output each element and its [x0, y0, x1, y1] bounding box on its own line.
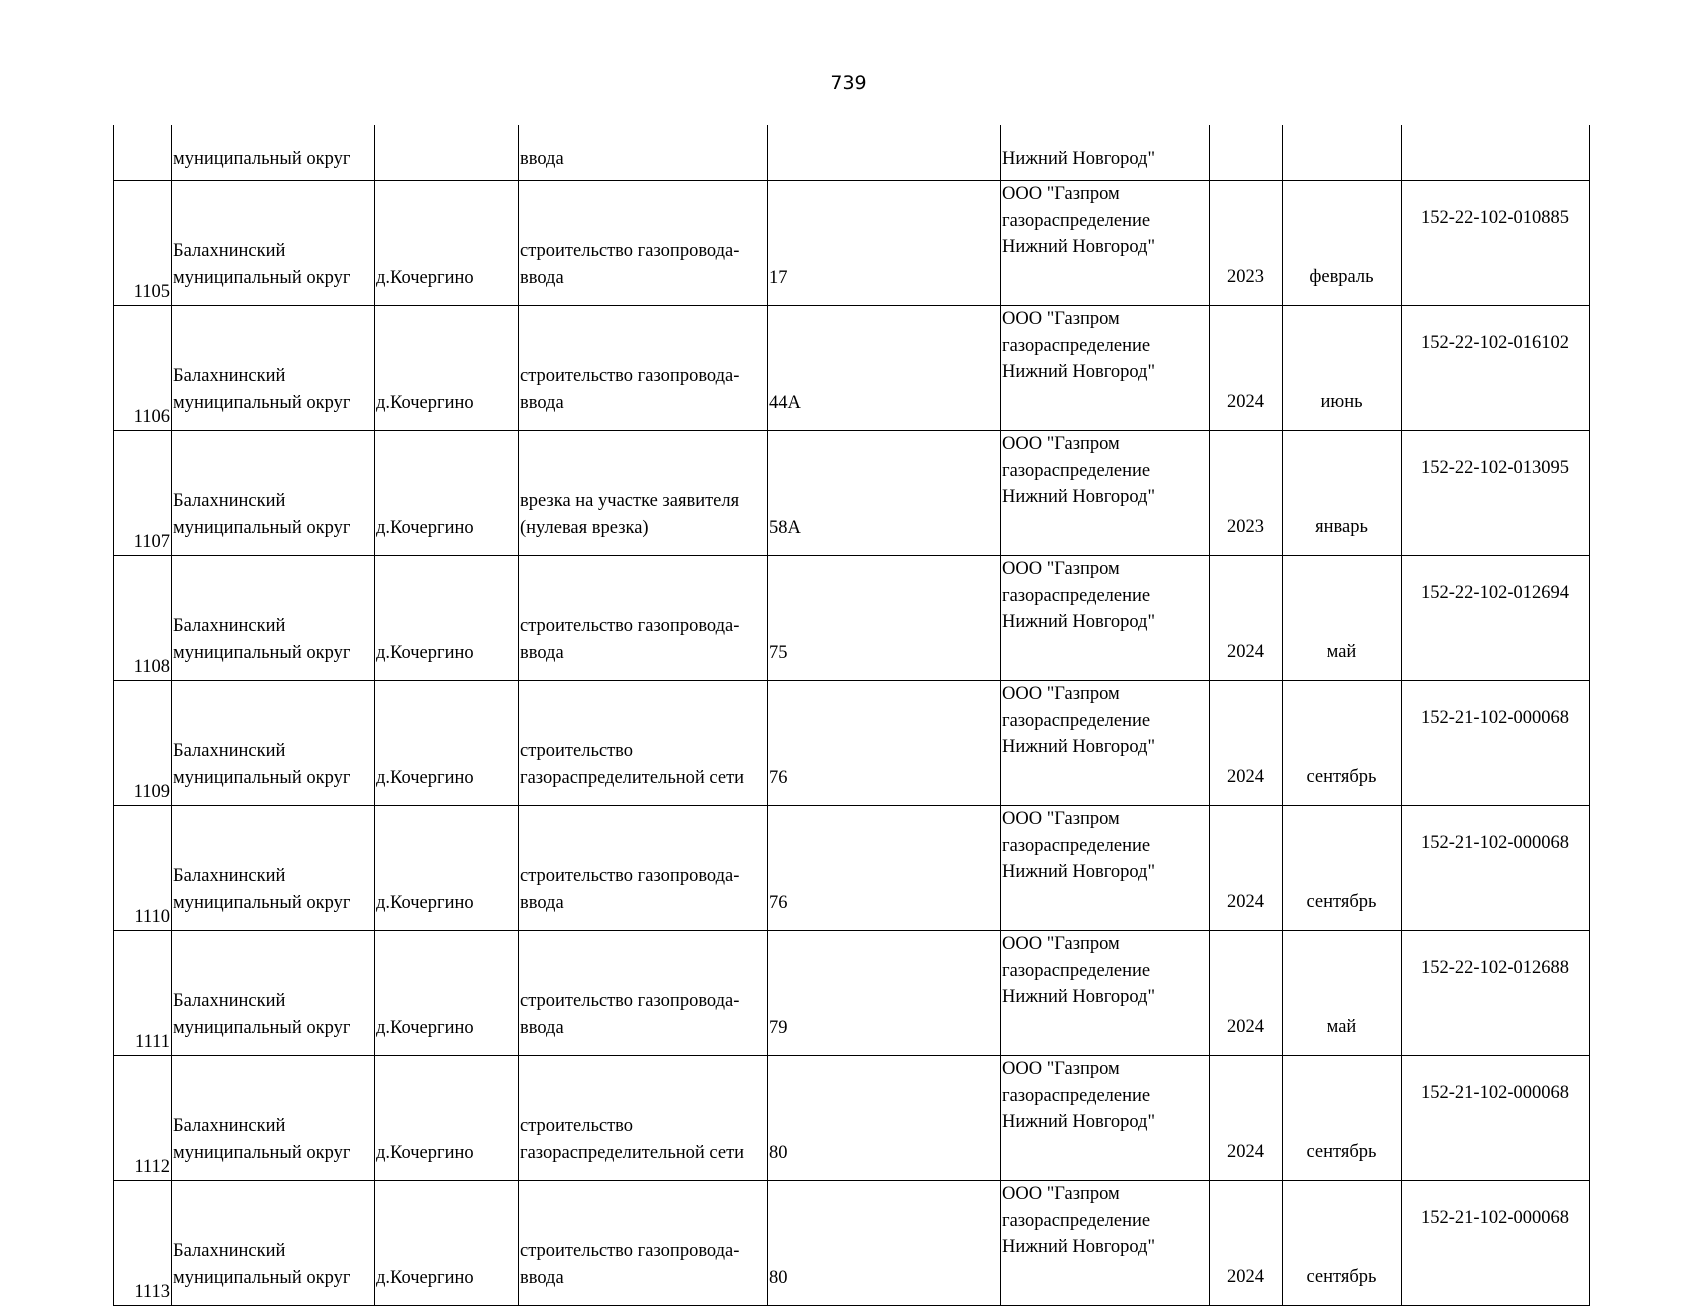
- cell-application-code: 152-22-102-016102: [1402, 306, 1590, 431]
- cell-line: Нижний Новгород": [1002, 862, 1156, 882]
- cell-work-type: [519, 806, 768, 931]
- cell-application-code: 152-21-102-000068: [1402, 806, 1590, 931]
- cell-line: ввода: [520, 392, 564, 413]
- cell-application-code: 152-22-102-010885: [1402, 181, 1590, 306]
- cell-line: Балахнинский: [173, 1116, 286, 1136]
- cell-line: газораспределение: [1002, 210, 1151, 231]
- cell-organization: [1001, 931, 1210, 1056]
- cell-number: 1110: [114, 806, 172, 931]
- table-row: [114, 556, 1590, 681]
- table-row: [114, 306, 1590, 431]
- cell-line: ООО "Газпром: [1002, 1059, 1120, 1079]
- cell-line: муниципальный округ: [173, 892, 351, 913]
- cell-line: ввода: [520, 642, 564, 663]
- cell-line: газораспределение: [1002, 1085, 1151, 1106]
- cell-line: газораспределение: [1002, 335, 1151, 356]
- cell-organization: [1001, 431, 1210, 556]
- cell-line: ввода: [520, 1267, 564, 1288]
- cell-year: 2023: [1210, 181, 1283, 306]
- cell-month: сентябрь: [1283, 681, 1402, 806]
- cell-work-type: [519, 181, 768, 306]
- cell-line: строительство: [520, 741, 634, 761]
- cell-year: 2024: [1210, 931, 1283, 1056]
- cell-district: [172, 931, 375, 1056]
- cell-district: [172, 556, 375, 681]
- cell-village: д.Кочергино: [375, 1181, 519, 1306]
- cell-month: [1283, 125, 1402, 181]
- cell-application-code: 152-22-102-012694: [1402, 556, 1590, 681]
- cell-number: 1106: [114, 306, 172, 431]
- cell-village: д.Кочергино: [375, 181, 519, 306]
- cell-district: [172, 806, 375, 931]
- cell-line: муниципальный округ: [173, 767, 351, 788]
- cell-work-type: [519, 306, 768, 431]
- cell-village: [375, 125, 519, 181]
- cell-year: 2024: [1210, 806, 1283, 931]
- cell-line: газораспределение: [1002, 585, 1151, 606]
- cell-month: сентябрь: [1283, 1181, 1402, 1306]
- cell-line: газораспределение: [1002, 710, 1151, 731]
- cell-line: строительство газопровода-: [520, 616, 740, 636]
- cell-line: Балахнинский: [173, 241, 286, 261]
- cell-house: 80: [768, 1056, 1001, 1181]
- table-body: [114, 125, 1590, 1306]
- cell-house: 75: [768, 556, 1001, 681]
- cell-line: ООО "Газпром: [1002, 1184, 1120, 1204]
- cell-line: ООО "Газпром: [1002, 934, 1120, 954]
- cell-number: 1105: [114, 181, 172, 306]
- cell-number: 1112: [114, 1056, 172, 1181]
- cell-application-code: 152-21-102-000068: [1402, 1056, 1590, 1181]
- cell-line: Балахнинский: [173, 1241, 286, 1261]
- cell-line: строительство газопровода-: [520, 991, 740, 1011]
- cell-month: январь: [1283, 431, 1402, 556]
- cell-line: газораспределение: [1002, 460, 1151, 481]
- cell-organization: [1001, 681, 1210, 806]
- cell-line: муниципальный округ: [173, 1142, 351, 1163]
- cell-line: ООО "Газпром: [1002, 434, 1120, 454]
- cell-line: Нижний Новгород": [1002, 487, 1156, 507]
- cell-line: врезка на участке заявителя: [520, 491, 740, 511]
- cell-village: д.Кочергино: [375, 1056, 519, 1181]
- cell-village: д.Кочергино: [375, 306, 519, 431]
- cell-month: февраль: [1283, 181, 1402, 306]
- cell-number: 1109: [114, 681, 172, 806]
- cell-line: Нижний Новгород": [1002, 1237, 1156, 1257]
- cell-month: сентябрь: [1283, 806, 1402, 931]
- cell-house: 76: [768, 681, 1001, 806]
- cell-line: ввода: [520, 892, 564, 913]
- table-row: [114, 1181, 1590, 1306]
- cell-number: 1111: [114, 931, 172, 1056]
- cell-number: 1107: [114, 431, 172, 556]
- cell-house: 58А: [768, 431, 1001, 556]
- cell-month: сентябрь: [1283, 1056, 1402, 1181]
- cell-work-type: ввода: [519, 125, 768, 181]
- cell-organization: [1001, 1181, 1210, 1306]
- cell-application-code: 152-21-102-000068: [1402, 681, 1590, 806]
- cell-month: июнь: [1283, 306, 1402, 431]
- table-row: [114, 1056, 1590, 1181]
- cell-line: муниципальный округ: [173, 267, 351, 288]
- cell-line: строительство газопровода-: [520, 241, 740, 261]
- cell-line: Нижний Новгород": [1002, 237, 1156, 257]
- cell-organization: [1001, 306, 1210, 431]
- cell-year: [1210, 125, 1283, 181]
- cell-number: [114, 125, 172, 181]
- table-row: [114, 681, 1590, 806]
- table-row: [114, 931, 1590, 1056]
- cell-line: ООО "Газпром: [1002, 559, 1120, 579]
- table-row: [114, 806, 1590, 931]
- cell-line: газораспределение: [1002, 960, 1151, 981]
- cell-line: Нижний Новгород": [1002, 612, 1156, 632]
- cell-line: (нулевая врезка): [520, 517, 649, 538]
- cell-line: ООО "Газпром: [1002, 809, 1120, 829]
- table-row: [114, 181, 1590, 306]
- cell-line: строительство газопровода-: [520, 1241, 740, 1261]
- cell-application-code: 152-22-102-013095: [1402, 431, 1590, 556]
- cell-district: [172, 431, 375, 556]
- cell-year: 2024: [1210, 1181, 1283, 1306]
- cell-work-type: [519, 1181, 768, 1306]
- cell-line: Балахнинский: [173, 616, 286, 636]
- cell-line: газораспределение: [1002, 835, 1151, 856]
- cell-line: ввода: [520, 267, 564, 288]
- cell-district: [172, 1181, 375, 1306]
- cell-village: д.Кочергино: [375, 681, 519, 806]
- cell-organization: [1001, 1056, 1210, 1181]
- cell-application-code: [1402, 125, 1590, 181]
- cell-year: 2024: [1210, 306, 1283, 431]
- cell-year: 2024: [1210, 681, 1283, 806]
- cell-line: муниципальный округ: [173, 517, 351, 538]
- cell-number: 1113: [114, 1181, 172, 1306]
- cell-line: муниципальный округ: [173, 1267, 351, 1288]
- cell-house: 44А: [768, 306, 1001, 431]
- cell-district: муниципальный округ: [172, 125, 375, 181]
- cell-organization: [1001, 556, 1210, 681]
- cell-application-code: 152-22-102-012688: [1402, 931, 1590, 1056]
- cell-number: 1108: [114, 556, 172, 681]
- cell-line: строительство газопровода-: [520, 866, 740, 886]
- cell-year: 2024: [1210, 1056, 1283, 1181]
- cell-application-code: 152-21-102-000068: [1402, 1181, 1590, 1306]
- cell-house: [768, 125, 1001, 181]
- cell-line: Балахнинский: [173, 866, 286, 886]
- cell-house: 79: [768, 931, 1001, 1056]
- cell-organization: Нижний Новгород": [1001, 125, 1210, 181]
- cell-organization: [1001, 806, 1210, 931]
- cell-district: [172, 306, 375, 431]
- cell-line: муниципальный округ: [173, 392, 351, 413]
- cell-village: д.Кочергино: [375, 806, 519, 931]
- cell-district: [172, 1056, 375, 1181]
- cell-line: Балахнинский: [173, 991, 286, 1011]
- cell-work-type: [519, 1056, 768, 1181]
- cell-line: строительство газопровода-: [520, 366, 740, 386]
- cell-year: 2024: [1210, 556, 1283, 681]
- cell-district: [172, 181, 375, 306]
- cell-line: Балахнинский: [173, 741, 286, 761]
- cell-year: 2023: [1210, 431, 1283, 556]
- cell-line: Нижний Новгород": [1002, 987, 1156, 1007]
- cell-line: газораспределение: [1002, 1210, 1151, 1231]
- cell-month: май: [1283, 556, 1402, 681]
- cell-line: Нижний Новгород": [1002, 362, 1156, 382]
- cell-line: Балахнинский: [173, 366, 286, 386]
- cell-house: 17: [768, 181, 1001, 306]
- cell-line: муниципальный округ: [173, 1017, 351, 1038]
- cell-line: ООО "Газпром: [1002, 684, 1120, 704]
- cell-month: май: [1283, 931, 1402, 1056]
- cell-village: д.Кочергино: [375, 931, 519, 1056]
- cell-line: газораспределительной сети: [520, 767, 745, 788]
- cell-village: д.Кочергино: [375, 431, 519, 556]
- cell-line: Нижний Новгород": [1002, 1112, 1156, 1132]
- cell-district: [172, 681, 375, 806]
- cell-line: строительство: [520, 1116, 634, 1136]
- cell-organization: [1001, 181, 1210, 306]
- page-number: 739: [830, 72, 867, 94]
- cell-line: ввода: [520, 1017, 564, 1038]
- cell-line: муниципальный округ: [173, 642, 351, 663]
- cell-line: Балахнинский: [173, 491, 286, 511]
- continuation-row: [114, 125, 1590, 181]
- cell-line: ООО "Газпром: [1002, 184, 1120, 204]
- cell-work-type: [519, 431, 768, 556]
- cell-line: Нижний Новгород": [1002, 737, 1156, 757]
- cell-work-type: [519, 681, 768, 806]
- gasification-schedule-table: [113, 125, 1590, 1306]
- table-row: [114, 431, 1590, 556]
- cell-work-type: [519, 931, 768, 1056]
- cell-line: ООО "Газпром: [1002, 309, 1120, 329]
- cell-line: газораспределительной сети: [520, 1142, 745, 1163]
- cell-house: 76: [768, 806, 1001, 931]
- cell-village: д.Кочергино: [375, 556, 519, 681]
- cell-work-type: [519, 556, 768, 681]
- cell-house: 80: [768, 1181, 1001, 1306]
